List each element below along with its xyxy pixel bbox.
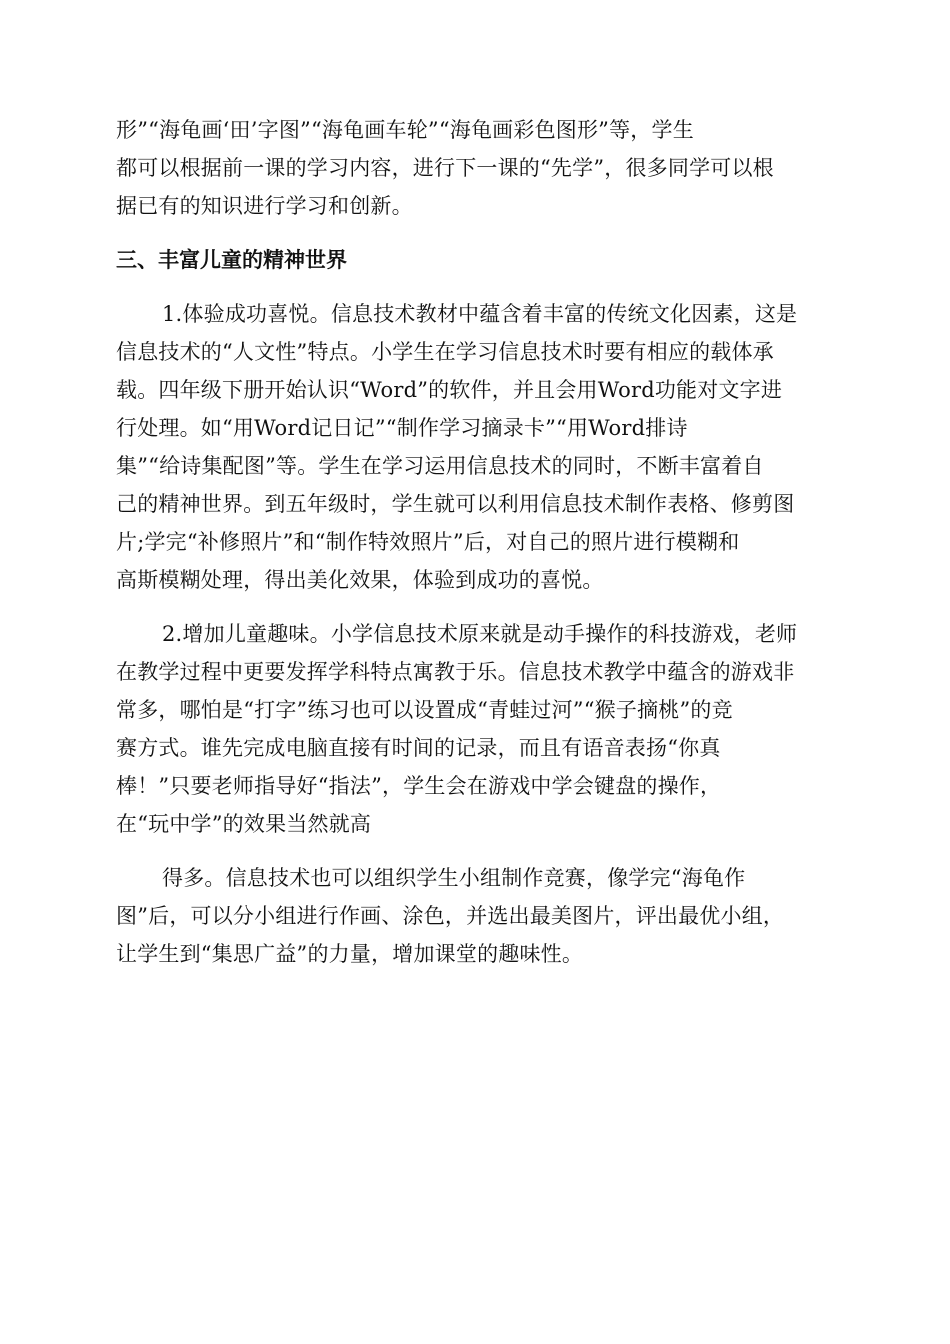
text-line: 高斯模糊处理，得出美化效果，体验到成功的喜悦。 bbox=[116, 568, 604, 592]
text-line: 形”“海龟画‘田’字图”“海龟画车轮”“海龟画彩色图形”等，学生 bbox=[116, 118, 694, 142]
text-line: 载。四年级下册开始认识“Word”的软件，并且会用Word功能对文字进 bbox=[116, 378, 783, 402]
text-line: 2.增加儿童趣味。小学信息技术原来就是动手操作的科技游戏，老师 bbox=[162, 622, 798, 646]
text-line: 1.体验成功喜悦。信息技术教材中蕴含着丰富的传统文化因素，这是 bbox=[162, 302, 798, 326]
text-line: 行处理。如“用Word记日记”“制作学习摘录卡”“用Word排诗 bbox=[116, 416, 688, 440]
text-line: 都可以根据前一课的学习内容，进行下一课的“先学”，很多同学可以根 bbox=[116, 156, 774, 180]
text-line: 己的精神世界。到五年级时，学生就可以利用信息技术制作表格、修剪图 bbox=[116, 492, 795, 516]
text-line: 赛方式。谁先完成电脑直接有时间的记录，而且有语音表扬“你真 bbox=[116, 736, 721, 760]
text-line: 常多，哪怕是“打字”练习也可以设置成“青蛙过河”“猴子摘桃”的竞 bbox=[116, 698, 733, 722]
text-line: 片;学完“补修照片”和“制作特效照片”后，对自己的照片进行模糊和 bbox=[116, 530, 740, 554]
text-line: 得多。信息技术也可以组织学生小组制作竞赛，像学完“海龟作 bbox=[162, 866, 746, 890]
text-line: 集”“给诗集配图”等。学生在学习运用信息技术的同时，不断丰富着自 bbox=[116, 454, 764, 478]
text-line: 图”后，可以分小组进行作画、涂色，并选出最美图片，评出最优小组， bbox=[116, 904, 785, 928]
section-heading: 三、丰富儿童的精神世界 bbox=[116, 248, 347, 272]
text-line: 在教学过程中更要发挥学科特点寓教于乐。信息技术教学中蕴含的游戏非 bbox=[116, 660, 795, 684]
text-line: 让学生到“集思广益”的力量，增加课堂的趣味性。 bbox=[116, 942, 584, 966]
text-line: 信息技术的“人文性”特点。小学生在学习信息技术时要有相应的载体承 bbox=[116, 340, 774, 364]
text-line: 棒！”只要老师指导好“指法”，学生会在游戏中学会键盘的操作， bbox=[116, 774, 722, 798]
text-line: 在“玩中学”的效果当然就高 bbox=[116, 812, 372, 836]
text-line: 据已有的知识进行学习和创新。 bbox=[116, 194, 413, 218]
